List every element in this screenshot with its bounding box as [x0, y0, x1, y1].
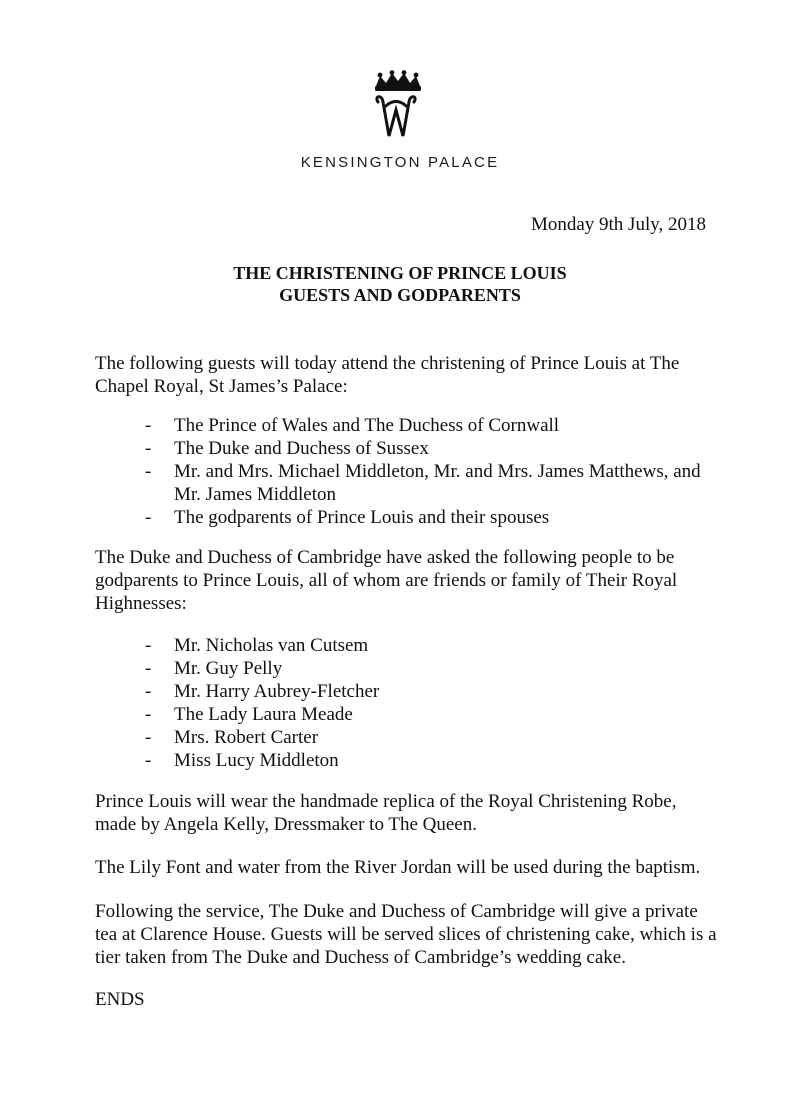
dash-bullet: - — [145, 704, 152, 725]
list-item-text: Mr. Nicholas van Cutsem — [174, 635, 369, 656]
list-item — [95, 680, 720, 703]
guest-list — [95, 414, 720, 529]
dash-bullet: - — [145, 658, 152, 679]
title-line-2: GUESTS AND GODPARENTS — [279, 285, 521, 305]
dash-bullet: - — [145, 635, 152, 656]
font-paragraph: The Lily Font and water from the River Jordan will be used during the baptism. — [95, 857, 701, 878]
guests-intro-paragraph: The following guests will today attend the christening of Prince Louis at The Chapel Royal, St James’s Palace: — [95, 353, 680, 397]
dash-bullet: - — [145, 461, 152, 482]
robe-paragraph: Prince Louis will wear the handmade replica of the Royal Christening Robe, made by Angela Kelly, Dressmaker to The Queen. — [95, 791, 677, 835]
dash-bullet: - — [145, 681, 152, 702]
dash-bullet: - — [145, 727, 152, 748]
list-item — [95, 460, 720, 506]
list-item-text: The Duke and Duchess of Sussex — [174, 438, 429, 459]
list-item — [95, 703, 720, 726]
title-line-1: THE CHRISTENING OF PRINCE LOUIS — [233, 263, 567, 283]
list-item-text: The Prince of Wales and The Duchess of Cornwall — [174, 415, 560, 436]
list-item-text: Mr. Guy Pelly — [174, 658, 283, 679]
ends-marker: ENDS — [95, 989, 145, 1010]
list-item — [95, 414, 720, 437]
godparent-list — [95, 634, 720, 772]
release-date: Monday 9th July, 2018 — [530, 214, 706, 235]
dash-bullet: - — [145, 507, 152, 528]
list-item — [95, 634, 720, 657]
list-item — [95, 437, 720, 460]
godparents-intro-paragraph: The Duke and Duchess of Cambridge have asked the following people to be godparents to Prince Louis, all of whom are friends or family of Their Royal Highnesses: — [95, 547, 678, 614]
page-title — [0, 262, 800, 306]
organisation-name: KENSINGTON PALACE — [300, 154, 500, 171]
dash-bullet: - — [145, 415, 152, 436]
list-item-text: The godparents of Prince Louis and their spouses — [174, 507, 550, 528]
list-item — [95, 657, 720, 680]
list-item — [95, 726, 720, 749]
list-item-text: Miss Lucy Middleton — [174, 750, 339, 771]
dash-bullet: - — [145, 750, 152, 771]
list-item-text: Mrs. Robert Carter — [174, 727, 319, 748]
dash-bullet: - — [145, 438, 152, 459]
list-item-text: Mr. and Mrs. Michael Middleton, Mr. and Mrs. James Matthews, and Mr. James Middleton — [174, 461, 701, 505]
list-item — [95, 749, 720, 772]
list-item-text: The Lady Laura Meade — [174, 704, 353, 725]
crown-monogram-icon — [362, 70, 434, 148]
tea-paragraph: Following the service, The Duke and Duchess of Cambridge will give a private tea at Clarence House. Guests will be served slices of christening cake, which is a tier taken from The Duke and Duchess of Cambridge’s wedding cake. — [95, 901, 717, 968]
list-item — [95, 506, 720, 529]
list-item-text: Mr. Harry Aubrey-Fletcher — [174, 681, 380, 702]
